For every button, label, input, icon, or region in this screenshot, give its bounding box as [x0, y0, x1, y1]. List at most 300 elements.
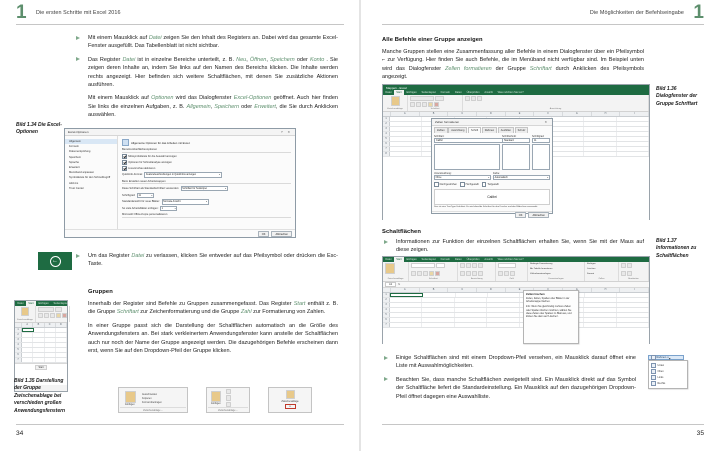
- underline-icon[interactable]: [422, 102, 427, 107]
- emphasis-term: Excel-Optionen: [233, 95, 272, 102]
- paste-label: Einfügen: [211, 402, 221, 405]
- ribbon-icon[interactable]: [429, 271, 434, 276]
- quickinfo-select[interactable]: [144, 172, 221, 177]
- left-running-head: Die ersten Schritte mit Excel 2016: [36, 10, 121, 16]
- emphasis-term: Allgemein: [186, 103, 211, 110]
- group-label: Schriftart: [430, 108, 440, 110]
- ribbon-group-label: Ausrichtung: [471, 278, 483, 280]
- body-text: Um das Register: [88, 253, 132, 259]
- quickinfo-row[interactable]: [122, 172, 291, 177]
- chevron-down-icon: ▾: [488, 176, 490, 179]
- paste-icon[interactable]: [21, 307, 29, 316]
- body-text: In einer Gruppe passt sich die Darstellung der Schaltflächen automatisch an die Größe des Anwendungsfensters an. Bei stark verkleinertem Anwendungsfenster kann anstelle der Schaltflächen auch nur noch der Name der Gruppe angezeigt werden. Die dazugehörigen Befehle erscheinen dann erst, wenn Sie auf den Dropdown-Pfeil der Gruppe klicken.: [88, 322, 338, 354]
- truetype-note: Dies ist eine TrueType-Schriftart. Es wird dieselbe Schriftart für den Drucker und den Bildschirm verwendet.: [434, 205, 538, 208]
- left-paragraph-optionen: [88, 94, 338, 119]
- ribbon-tab-start[interactable]: Start: [394, 90, 404, 95]
- chevron-down-icon: ▾: [667, 356, 669, 359]
- setting-value[interactable]: [181, 186, 228, 191]
- font-color-icon[interactable]: [434, 102, 439, 107]
- dialog-title: Excel-Optionen: [68, 130, 89, 134]
- left-bullet-1: [88, 34, 338, 51]
- dialog-section-2: Beim Erstellen neuer Arbeitsmappen: [122, 180, 291, 185]
- copy-icon[interactable]: [226, 395, 231, 400]
- border-style-icon: [651, 363, 656, 368]
- emphasis-term: Optionen: [151, 95, 174, 102]
- tooltip-body: Zeilen, Zellen, Spalten oder Blätter in der Arbeitsmappe löschen.: [526, 297, 570, 304]
- dialog-footer[interactable]: [65, 229, 295, 238]
- paste-icon[interactable]: [125, 391, 136, 403]
- ribbon-icon[interactable]: [417, 271, 422, 276]
- dialog-nav-item-0[interactable]: Allgemein: [65, 139, 117, 144]
- tab-seitenlayout-small[interactable]: Seitenlayout: [53, 302, 68, 305]
- dialog-check-row-2[interactable]: [122, 166, 291, 171]
- font-size-box[interactable]: [435, 96, 444, 101]
- dialog-checkbox-group[interactable]: [122, 154, 291, 171]
- copy-command[interactable]: Kopieren: [142, 396, 152, 400]
- table-row: 3: [15, 338, 67, 343]
- column-headers-bottom: A B C D E H I: [383, 288, 649, 293]
- ribbon-command[interactable]: Format: [587, 273, 595, 275]
- ribbon-icon[interactable]: [460, 263, 465, 268]
- emphasis-term: Datei: [122, 56, 136, 63]
- worksheet-top[interactable]: [383, 112, 649, 220]
- align-right-icon[interactable]: [477, 96, 482, 101]
- group-zwischenablage-small[interactable]: [15, 306, 36, 322]
- paste-icon[interactable]: [391, 96, 400, 106]
- right-bullet-1: [396, 238, 644, 255]
- checkbox-icon[interactable]: [434, 182, 439, 187]
- format-cells-tab-schutz[interactable]: Schutz: [515, 127, 529, 132]
- group-label: Zwischenablage: [387, 108, 403, 110]
- body-text: ist in einzelne Bereiche unterteilt, z. B.: [135, 56, 237, 63]
- format-cells-tab-schrift[interactable]: Schrift: [468, 127, 481, 132]
- group-dropdown-arrow[interactable]: ▾: [285, 404, 296, 409]
- close-icon[interactable]: ✕: [287, 130, 292, 134]
- quickinfo-label: QuickInfo-Format:: [122, 173, 143, 177]
- ribbon-icon[interactable]: [472, 271, 477, 276]
- body-text: Beachten Sie, dass manche Schaltflächen zweigeteilt sind. Ein Mausklick direkt auf das Symbol der Schaltfläche liefert die Standardeinstellung. Ein Mausklick auf den dazugehörigen Dropdown-Pfeil öffnet dagegen eine Auswahlliste.: [396, 376, 636, 400]
- size-label: Schriftgrad:: [532, 134, 545, 138]
- checkbox-icon[interactable]: [122, 166, 127, 171]
- fill-color-icon[interactable]: [56, 313, 61, 318]
- dialog-launcher-icon[interactable]: ⌐: [236, 409, 238, 412]
- ribbon-row: [587, 268, 616, 270]
- ribbon-icon[interactable]: [411, 271, 416, 276]
- corner-cell: [15, 323, 22, 327]
- ribbon-tab-ansicht[interactable]: Ansicht: [484, 91, 493, 94]
- ribbon-tab-datei[interactable]: Datei: [385, 258, 392, 261]
- dropdown-item-3[interactable]: [649, 381, 687, 387]
- italic-icon[interactable]: [44, 313, 49, 318]
- group-label-clipboard: Zwischenablage: [17, 319, 33, 321]
- body-text: , die Sie durch Anklicken auswählen.: [88, 103, 338, 119]
- left-esc-bullet: [88, 252, 338, 274]
- body-text: oder: [294, 56, 310, 63]
- emphasis-term: Zahl: [240, 309, 252, 316]
- ribbon-command[interactable]: Löschen: [587, 268, 596, 270]
- body-text: zu verlassen, klicken Sie entweder auf das Pfeilsymbol oder drücken die Esc-Taste.: [88, 253, 338, 268]
- left-footer-rule: [16, 424, 344, 425]
- font-name-box[interactable]: [410, 96, 434, 101]
- table-row: 4: [383, 132, 649, 137]
- dropdown-item-label: Rechts: [657, 382, 666, 386]
- ribbon-icon[interactable]: [423, 271, 428, 276]
- bullet-triangle-icon: [384, 377, 388, 381]
- format-cells-dialog[interactable]: [431, 118, 553, 217]
- border-style-icon: [651, 369, 656, 374]
- body-text: Mit einem Mausklick auf: [88, 95, 152, 102]
- ribbon-tab-daten[interactable]: Daten: [454, 258, 462, 261]
- ribbon-group-1[interactable]: [409, 262, 458, 281]
- right-running-head: Die Möglichkeiten der Befehlseingabe: [589, 10, 684, 16]
- dialog-nav-item-2[interactable]: Dokumentprüfung: [69, 150, 91, 154]
- col-b: B: [33, 323, 44, 327]
- font-list[interactable]: [434, 144, 500, 170]
- effect-checkbox-row[interactable]: [482, 182, 499, 187]
- ribbon-body-top: [383, 95, 649, 112]
- dialog-nav-item-6[interactable]: Menüband anpassen: [69, 171, 95, 175]
- ribbon-group-label: Formatvorlagen: [548, 278, 564, 280]
- ribbon-icon[interactable]: [504, 271, 509, 276]
- ribbon-command[interactable]: Bedingte Formatierung: [530, 263, 553, 265]
- table-row: 5: [383, 137, 649, 142]
- caption-bild-136: Bild 1.36 Dialogfenster der Gruppe Schriftart: [656, 86, 698, 107]
- font-size-input[interactable]: 11: [532, 138, 550, 143]
- dialog-pane: [118, 136, 295, 229]
- emphasis-term: Konto: [309, 56, 325, 63]
- setting-value[interactable]: [137, 193, 154, 198]
- worksheet-small[interactable]: [15, 323, 67, 385]
- ribbon-tab-was-m-chten-sie-tun-[interactable]: Was möchten Sie tun?: [497, 258, 524, 261]
- ribbon-tab-einf-gen[interactable]: Einfügen: [406, 258, 417, 261]
- font-size-box[interactable]: [55, 307, 62, 312]
- dialog-setting-row-3[interactable]: [122, 206, 291, 211]
- cancel-button[interactable]: Abbrechen: [528, 212, 549, 218]
- ribbon-row: [530, 263, 582, 265]
- ribbon-command[interactable]: Einfügen: [587, 263, 596, 265]
- bullet-triangle-icon: [76, 57, 80, 61]
- ribbon-icon[interactable]: [466, 271, 471, 276]
- group-label-clipboard: Zwischenablage: [143, 409, 161, 412]
- setting-label: So viele Arbeitsblätter einfügen:: [122, 207, 159, 211]
- emphasis-term: Speichern: [214, 103, 240, 110]
- tab-einfuegen-small[interactable]: Einfügen: [38, 302, 49, 305]
- setting-value[interactable]: [160, 206, 177, 211]
- ribbon-tab-daten[interactable]: Daten: [454, 91, 462, 94]
- ribbon-tab-seitenlayout[interactable]: Seitenlayout: [421, 91, 436, 94]
- chevron-down-icon: ▾: [547, 176, 549, 179]
- ribbon-group-4[interactable]: [528, 262, 585, 281]
- ribbon-tab--berpr-fen[interactable]: Überprüfen: [466, 91, 480, 94]
- body-text: zur Verfügung. Hier finden Sie auch Befehle, die im Menüband nicht verfügbar sind. Im Beispiel unten wird das Dialogfenster: [382, 57, 644, 72]
- ribbon-tab-formeln[interactable]: Formeln: [440, 258, 451, 261]
- ribbon-row: [460, 271, 493, 276]
- ok-button[interactable]: OK: [258, 231, 270, 237]
- ribbon-icon[interactable]: [478, 271, 483, 276]
- chevron-down-icon: ▾: [174, 208, 176, 211]
- excel-screenshot-tooltip: [382, 256, 650, 344]
- ribbon-icon[interactable]: [466, 263, 471, 268]
- dialog-nav-item-8[interactable]: Add-Ins: [69, 181, 79, 185]
- body-text: durch Anklicken des Pfeilsymbols angezeigt.: [382, 65, 644, 81]
- alle-befehle-paragraph: [382, 48, 644, 82]
- ok-button[interactable]: OK: [515, 212, 527, 218]
- dialog-settings-rows[interactable]: [122, 186, 291, 212]
- ribbon-icon[interactable]: [621, 263, 626, 268]
- name-box[interactable]: A1: [385, 282, 396, 287]
- ribbon-input[interactable]: [411, 263, 435, 268]
- body-text: Mit einem Mausklick auf: [88, 35, 149, 41]
- table-row: 3: [383, 127, 649, 132]
- style-label: Schriftschnitt:: [502, 134, 517, 138]
- dialog-nav-item-4[interactable]: Sprache: [69, 160, 80, 164]
- body-text: ,: [210, 103, 215, 110]
- style-list[interactable]: [502, 144, 530, 170]
- table-row: 3: [383, 303, 649, 308]
- left-chapter-number: 1: [16, 2, 27, 23]
- tab-datei-small[interactable]: Datei: [17, 302, 24, 305]
- emphasis-term: Datei: [131, 253, 145, 259]
- format-cells-tab-ausfüllen[interactable]: Ausfüllen: [498, 127, 514, 132]
- ribbon-icon[interactable]: [478, 263, 483, 268]
- help-icon[interactable]: ?: [280, 130, 285, 134]
- schaltflaechen-heading: Schaltflächen: [382, 229, 421, 235]
- excel-screenshot-format-cells: [382, 84, 650, 220]
- ribbon-icon[interactable]: [627, 271, 632, 276]
- cancel-button[interactable]: Abbrechen: [271, 231, 292, 237]
- table-row: 1: [383, 117, 649, 122]
- ribbon-tab-datei[interactable]: Datei: [385, 91, 392, 94]
- gruppen-paragraph-1: [88, 300, 338, 317]
- italic-icon[interactable]: [416, 102, 421, 107]
- ribbon-input[interactable]: [436, 263, 445, 268]
- checkbox-icon[interactable]: [482, 182, 487, 187]
- table-row: 5: [383, 313, 649, 318]
- ribbon-command[interactable]: Als Tabelle formatieren: [530, 268, 553, 270]
- ribbon-tab-formeln[interactable]: Formeln: [440, 91, 451, 94]
- table-row: 2: [383, 298, 649, 303]
- ribbon-row: [587, 263, 616, 265]
- dialog-nav-item-9[interactable]: Trust Center: [69, 186, 84, 190]
- tooltip-body-2: Info: Wenn Sie gleichzeitig mehrere Zeilen oder Spalten löschen möchten, wählen Sie diese Zeilen oder Spalten im Blatt aus, und klicken Sie dann auf 'Löschen'.: [526, 305, 572, 319]
- ribbon-icon[interactable]: [460, 271, 465, 276]
- bold-icon[interactable]: [38, 313, 43, 318]
- setting-value-text: Schriftart für Textkörper: [182, 186, 208, 190]
- clipboard-icon[interactable]: [286, 390, 295, 399]
- dropdown-item-label: Oben: [657, 369, 664, 373]
- ribbon-row: [530, 268, 582, 270]
- preview-text: Calibri: [487, 194, 497, 199]
- group-schriftart-small[interactable]: [36, 306, 70, 322]
- chevron-down-icon: ▾: [206, 201, 208, 204]
- right-bullet-3: [396, 376, 636, 401]
- ribbon-row: [411, 271, 455, 276]
- font-style-input[interactable]: Standard: [502, 138, 530, 143]
- ribbon-row: [385, 263, 406, 274]
- table-row: 7: [383, 147, 649, 152]
- ribbon-tab-start[interactable]: Start: [394, 257, 404, 262]
- right-page: [360, 0, 720, 451]
- setting-label: Schriftgrad:: [122, 193, 136, 197]
- format-cells-tabs[interactable]: [432, 126, 552, 133]
- size-list[interactable]: [532, 144, 550, 170]
- dialog-check-row-0[interactable]: [122, 154, 291, 159]
- rahmen-label: Rahmen: [656, 356, 667, 359]
- body-text: geöffnet. Auch hier finden Sie links die einzelnen Aufgaben, z. B.: [88, 95, 338, 110]
- ribbon-icon[interactable]: [627, 263, 632, 268]
- table-row: 2: [383, 122, 649, 127]
- underline-value: Ohne: [435, 175, 442, 179]
- caption-bild-135: Bild 1.35 Darstellung der Gruppe Zwischenablage bei verschieden großen Anwendungsfenstern: [14, 378, 66, 414]
- back-arrow-graphic[interactable]: [38, 252, 72, 270]
- ribbon-icon[interactable]: [498, 271, 503, 276]
- ribbon-row: [530, 273, 582, 275]
- ribbon-input[interactable]: [498, 263, 516, 268]
- dialog-nav-item-1[interactable]: Formeln: [69, 145, 79, 149]
- ribbon-icon[interactable]: [510, 271, 515, 276]
- clipboard-group-medium: [206, 387, 250, 413]
- ribbon-row: [587, 273, 616, 275]
- format-cells-tab-zahlen[interactable]: Zahlen: [434, 127, 448, 132]
- table-row: 2: [15, 333, 67, 338]
- paste-label: Einfügen: [125, 402, 135, 406]
- ribbon-icon[interactable]: [435, 271, 440, 276]
- button-tooltip: [523, 290, 579, 344]
- underline-icon[interactable]: [50, 313, 55, 318]
- font-name-box[interactable]: [38, 307, 54, 312]
- table-row: 6: [383, 318, 649, 323]
- dialog-setting-row-0[interactable]: [122, 186, 291, 191]
- fx-icon[interactable]: fx: [398, 283, 401, 286]
- dialog-setting-row-2[interactable]: [122, 199, 291, 204]
- page-gutter: [359, 0, 361, 451]
- ribbon-icon[interactable]: [385, 263, 395, 274]
- format-cells-tab-rahmen[interactable]: Rahmen: [482, 127, 497, 132]
- dialog-section-1: Benutzeroberflächenoptionen: [122, 148, 291, 153]
- excel-window-title: Mappe1 - Excel: [386, 85, 407, 90]
- checkbox-icon[interactable]: [122, 154, 127, 159]
- ribbon-icon[interactable]: [472, 263, 477, 268]
- format-cells-tab-ausrichtung[interactable]: Ausrichtung: [448, 127, 467, 132]
- underline-select[interactable]: [434, 175, 491, 180]
- dialog-launcher-icon[interactable]: ⌐: [161, 409, 163, 412]
- excel-options-dialog[interactable]: [64, 128, 296, 238]
- close-icon[interactable]: ✕: [544, 120, 549, 124]
- body-text: Manche Gruppen stellen eine Zusammenfassung aller Befehle in einem Dialogfenster über ein Pfeilsymbol: [382, 48, 644, 55]
- color-label: Farbe:: [493, 171, 500, 175]
- ribbon-row: [460, 263, 493, 268]
- border-style-icon: [651, 381, 656, 386]
- dialog-nav-item-3[interactable]: Speichern: [69, 155, 82, 159]
- fill-color-icon[interactable]: [428, 102, 433, 107]
- ribbon-group-3[interactable]: [496, 262, 528, 281]
- tooltip-title: Zellen löschen: [526, 293, 545, 296]
- format-painter-icon[interactable]: [226, 402, 231, 407]
- font-name-input[interactable]: Calibri: [434, 138, 503, 143]
- body-text: ,: [246, 56, 250, 63]
- sheet-tab-small[interactable]: Start: [35, 365, 46, 370]
- back-arrow-icon: ←: [50, 256, 61, 267]
- dialog-check-row-1[interactable]: [122, 160, 291, 165]
- ribbon-group-2[interactable]: [458, 262, 496, 281]
- cut-icon[interactable]: [226, 389, 231, 394]
- ribbon-row: [621, 271, 646, 276]
- checkbox-label: Hochgestellt: [465, 182, 479, 186]
- ribbon-command[interactable]: Zellenformatvorlagen: [530, 273, 551, 275]
- dialog-footer[interactable]: [432, 211, 552, 219]
- rahmen-dropdown-list[interactable]: [648, 360, 688, 389]
- ribbon-group-5[interactable]: [585, 262, 619, 281]
- dropdown-item-label: Unten: [657, 363, 665, 367]
- table-row: 5: [15, 348, 67, 353]
- table-row: 7: [15, 358, 67, 363]
- checkbox-label: Durchgestrichen: [439, 182, 458, 186]
- cut-command[interactable]: Ausschneiden: [142, 392, 158, 396]
- ribbon-group-label: Zahl: [509, 278, 514, 280]
- table-row: 4: [383, 308, 649, 313]
- dialog-window-controls[interactable]: [281, 130, 292, 134]
- clipboard-group-wide: [118, 387, 188, 413]
- ribbon-group-6[interactable]: [619, 262, 649, 281]
- bullet-triangle-icon: [384, 356, 388, 360]
- bold-icon[interactable]: [410, 102, 415, 107]
- dialog-nav-list[interactable]: [65, 136, 118, 229]
- tab-start-small[interactable]: Start: [26, 301, 36, 306]
- align-center-icon[interactable]: [471, 96, 476, 101]
- setting-value-text: Normale Ansicht: [163, 200, 181, 204]
- left-header-rule: [16, 24, 344, 25]
- body-text: der Gruppe: [491, 65, 530, 72]
- body-text: zeigen Sie den Inhalt des Registers an. Dabei wird das gesamte Excel-Fenster ausgefüllt. Das Tabellenblatt ist nicht sichtbar.: [88, 35, 338, 50]
- emphasis-term: Speichern: [269, 56, 295, 63]
- ribbon-tab--berpr-fen[interactable]: Überprüfen: [466, 258, 480, 261]
- preview-box: [434, 189, 550, 205]
- corner-cell: [383, 288, 391, 292]
- group-label-clipboard: Zwischenablage: [218, 409, 236, 412]
- ribbon-tab-seitenlayout[interactable]: Seitenlayout: [421, 258, 436, 261]
- align-left-icon[interactable]: [465, 96, 470, 101]
- paste-icon[interactable]: [211, 391, 221, 402]
- font-color-icon[interactable]: [62, 313, 67, 318]
- checkbox-icon[interactable]: [460, 182, 465, 187]
- worksheet-bottom[interactable]: [383, 288, 649, 348]
- format-painter-command[interactable]: Format übertragen: [142, 400, 162, 404]
- emphasis-term: Datei: [148, 35, 162, 41]
- effect-checkbox-row[interactable]: [460, 182, 479, 187]
- setting-value[interactable]: [162, 199, 209, 204]
- general-options-icon: [122, 139, 129, 146]
- alle-befehle-heading: Alle Befehle einer Gruppe anzeigen: [382, 37, 483, 43]
- ribbon-tab-ansicht[interactable]: Ansicht: [484, 258, 493, 261]
- dialog-setting-row-1[interactable]: [122, 193, 291, 198]
- ribbon-group-0[interactable]: [383, 262, 409, 281]
- right-text-top: [382, 36, 644, 87]
- ribbon-tab-was-m-chten-sie-tun-[interactable]: Was möchten Sie tun?: [497, 91, 524, 94]
- color-select[interactable]: [493, 175, 550, 180]
- border-style-icon: [651, 375, 656, 380]
- col-c: C: [45, 323, 56, 327]
- dialog-nav-item-7[interactable]: Symbolleiste für den Schnellzugriff: [69, 176, 111, 180]
- format-cells-effects[interactable]: [434, 182, 550, 187]
- ribbon-row: [411, 263, 455, 268]
- body-text: Innerhalb der Register sind Befehle zu Gruppen zusammengefasst. Das Register: [88, 300, 294, 307]
- checkbox-icon[interactable]: [122, 160, 127, 165]
- ribbon-icon[interactable]: [621, 271, 626, 276]
- effect-checkbox-row[interactable]: [434, 182, 457, 187]
- emphasis-term: Neu: [236, 56, 247, 63]
- dialog-nav-item-5[interactable]: Erweitert: [69, 166, 80, 170]
- ribbon-tab-einf-gen[interactable]: Einfügen: [406, 91, 417, 94]
